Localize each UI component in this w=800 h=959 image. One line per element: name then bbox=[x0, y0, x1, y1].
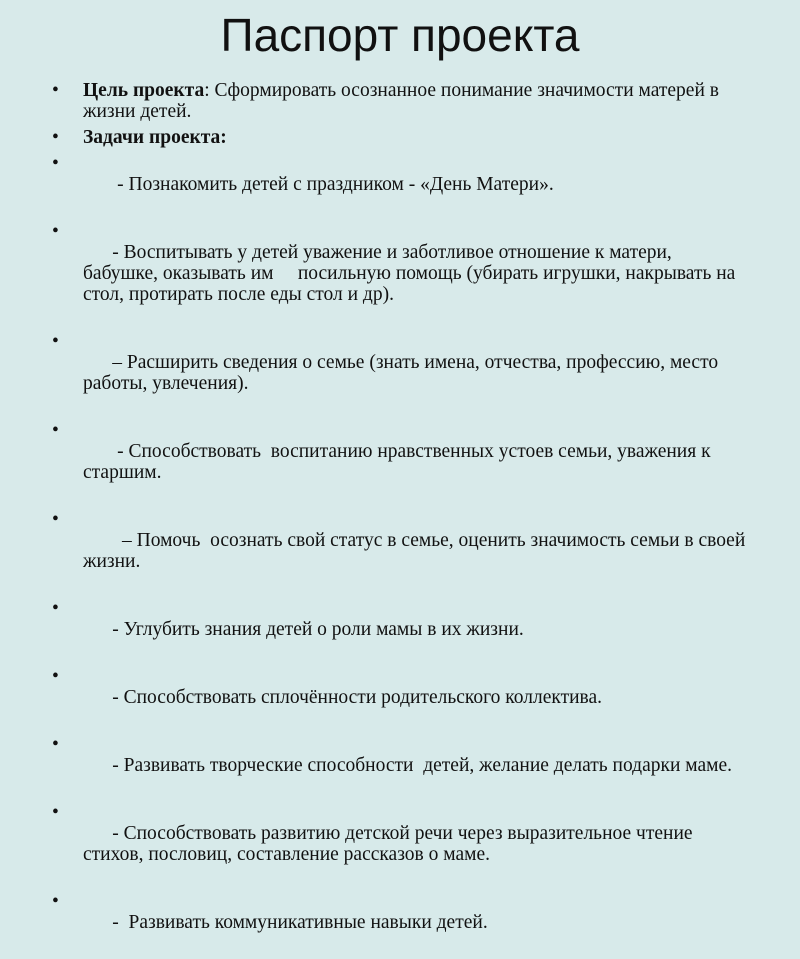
list-item bbox=[52, 221, 752, 326]
list-item bbox=[52, 734, 752, 797]
item-text: - Развивать творческие способности детей, желание делать подарки маме. bbox=[112, 755, 733, 776]
item-text: - Развивать коммуникативные навыки детей. bbox=[112, 912, 488, 933]
item-text: - Способствовать воспитанию нравственных устоев семьи, уважения к старшим. bbox=[83, 441, 716, 483]
item-text: – Расширить сведения о семье (знать имена, отчества, профессию, место работы, увлечения). bbox=[83, 352, 723, 394]
bullet-list bbox=[52, 80, 752, 959]
item-label: Цель проекта bbox=[83, 80, 205, 101]
slide-title: Паспорт проекта bbox=[220, 9, 580, 61]
item-label: Задачи проекта: bbox=[83, 127, 227, 148]
list-item bbox=[52, 331, 752, 415]
bullet-icon: • bbox=[52, 127, 59, 148]
list-item bbox=[52, 802, 752, 886]
bullet-icon: • bbox=[52, 153, 59, 174]
list-item bbox=[52, 153, 752, 216]
list-item bbox=[52, 127, 752, 148]
item-text: – Помочь осознать свой статус в семье, оценить значимость семьи в своей жизни. bbox=[83, 530, 751, 572]
bullet-icon: • bbox=[52, 221, 59, 242]
bullet-icon: • bbox=[52, 80, 59, 101]
bullet-icon: • bbox=[52, 802, 59, 823]
list-item bbox=[52, 420, 752, 504]
item-text: - Познакомить детей с праздником - «День Матери». bbox=[112, 174, 554, 195]
item-text: : Сформировать осознанное понимание значимости матерей в жизни детей. bbox=[83, 80, 719, 122]
list-item bbox=[52, 666, 752, 729]
bullet-icon: • bbox=[52, 891, 59, 912]
item-text: - Способствовать развитию детской речи через выразительное чтение стихов, пословиц, составление рассказов о маме. bbox=[83, 823, 698, 865]
list-item bbox=[52, 891, 752, 954]
item-text: - Воспитывать у детей уважение и заботливое отношение к матери, бабушке, оказывать им посильную помощь (убирать игрушки, накрывать на стол, протирать после еды стол и др). bbox=[83, 242, 741, 305]
bullet-icon: • bbox=[52, 420, 59, 441]
bullet-icon: • bbox=[52, 734, 59, 755]
list-item bbox=[52, 509, 752, 593]
item-text: - Способствовать сплочённости родительского коллектива. bbox=[112, 687, 603, 708]
bullet-icon: • bbox=[52, 509, 59, 530]
bullet-icon: • bbox=[52, 598, 59, 619]
bullet-icon: • bbox=[52, 666, 59, 687]
list-item bbox=[52, 598, 752, 661]
item-text: - Углубить знания детей о роли мамы в их жизни. bbox=[112, 619, 524, 640]
bullet-icon: • bbox=[52, 331, 59, 352]
list-item bbox=[52, 80, 752, 122]
